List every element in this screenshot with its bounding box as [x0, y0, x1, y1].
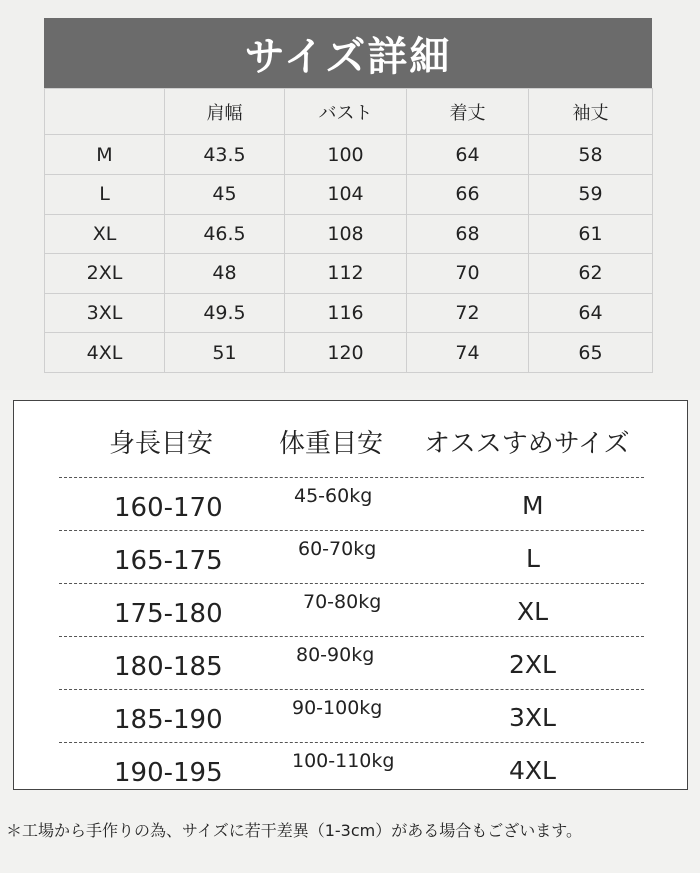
- list-item: [14, 583, 687, 635]
- height-range: 185-190: [114, 705, 223, 735]
- bust-value: 116: [285, 293, 407, 333]
- weight-range: 90-100kg: [292, 697, 383, 719]
- bust-value: 120: [285, 333, 407, 373]
- header-bust: バスト: [285, 89, 407, 135]
- table-row: [45, 254, 653, 294]
- dashed-divider: [59, 477, 644, 478]
- bust-value: 108: [285, 214, 407, 254]
- header-length: 着丈: [407, 89, 529, 135]
- size-table-header-row: [45, 89, 653, 135]
- shoulder-value: 49.5: [165, 293, 285, 333]
- length-value: 72: [407, 293, 529, 333]
- shoulder-value: 46.5: [165, 214, 285, 254]
- dashed-divider: [59, 689, 644, 690]
- size-label: 2XL: [45, 254, 165, 294]
- weight-range: 80-90kg: [296, 644, 375, 666]
- size-detail-title: サイズ詳細: [44, 18, 652, 88]
- size-label: XL: [45, 214, 165, 254]
- recommended-size: XL: [517, 597, 549, 626]
- size-label: M: [45, 135, 165, 175]
- table-row: [45, 293, 653, 333]
- recommended-size: 2XL: [509, 650, 556, 679]
- weight-range: 70-80kg: [303, 591, 382, 613]
- list-item: [14, 636, 687, 688]
- shoulder-value: 51: [165, 333, 285, 373]
- header-recommended-size: オススすめサイズ: [424, 429, 630, 459]
- size-label: 4XL: [45, 333, 165, 373]
- table-row: [45, 333, 653, 373]
- list-item: [14, 477, 687, 529]
- shoulder-value: 45: [165, 175, 285, 215]
- shoulder-value: 48: [165, 254, 285, 294]
- bust-value: 100: [285, 135, 407, 175]
- list-item: [14, 742, 687, 794]
- recommended-size: 4XL: [509, 756, 556, 785]
- size-label: 3XL: [45, 293, 165, 333]
- height-range: 175-180: [114, 599, 223, 629]
- header-sleeve: 袖丈: [529, 89, 653, 135]
- list-item: [14, 689, 687, 741]
- size-table: [44, 88, 653, 373]
- bust-value: 112: [285, 254, 407, 294]
- recommended-size: L: [526, 544, 540, 573]
- length-value: 74: [407, 333, 529, 373]
- weight-range: 45-60kg: [294, 485, 373, 507]
- dashed-divider: [59, 530, 644, 531]
- length-value: 68: [407, 214, 529, 254]
- header-height: 身長目安: [109, 429, 214, 459]
- sleeve-value: 58: [529, 135, 653, 175]
- sleeve-value: 65: [529, 333, 653, 373]
- bust-value: 104: [285, 175, 407, 215]
- recommended-size: M: [522, 491, 544, 520]
- table-row: [45, 135, 653, 175]
- dashed-divider: [59, 742, 644, 743]
- length-value: 66: [407, 175, 529, 215]
- length-value: 64: [407, 135, 529, 175]
- size-detail-panel: [0, 0, 700, 390]
- height-range: 165-175: [114, 546, 223, 576]
- length-value: 70: [407, 254, 529, 294]
- header-weight: 体重目安: [279, 429, 384, 459]
- sleeve-value: 61: [529, 214, 653, 254]
- weight-range: 60-70kg: [298, 538, 377, 560]
- recommend-header-row: [14, 423, 687, 467]
- size-label: L: [45, 175, 165, 215]
- size-table-header-corner: [45, 89, 165, 135]
- height-range: 190-195: [114, 758, 223, 788]
- recommend-size-panel: [13, 400, 688, 790]
- list-item: [14, 530, 687, 582]
- header-shoulder: 肩幅: [165, 89, 285, 135]
- table-row: [45, 175, 653, 215]
- sleeve-value: 62: [529, 254, 653, 294]
- table-row: [45, 214, 653, 254]
- dashed-divider: [59, 583, 644, 584]
- height-range: 180-185: [114, 652, 223, 682]
- shoulder-value: 43.5: [165, 135, 285, 175]
- weight-range: 100-110kg: [292, 750, 395, 772]
- height-range: 160-170: [114, 493, 223, 523]
- recommended-size: 3XL: [509, 703, 556, 732]
- dashed-divider: [59, 636, 644, 637]
- sleeve-value: 64: [529, 293, 653, 333]
- sleeve-value: 59: [529, 175, 653, 215]
- size-variance-note: ＊工場から手作りの為、サイズに若干差異（1-3cm）がある場合もございます。: [6, 821, 582, 840]
